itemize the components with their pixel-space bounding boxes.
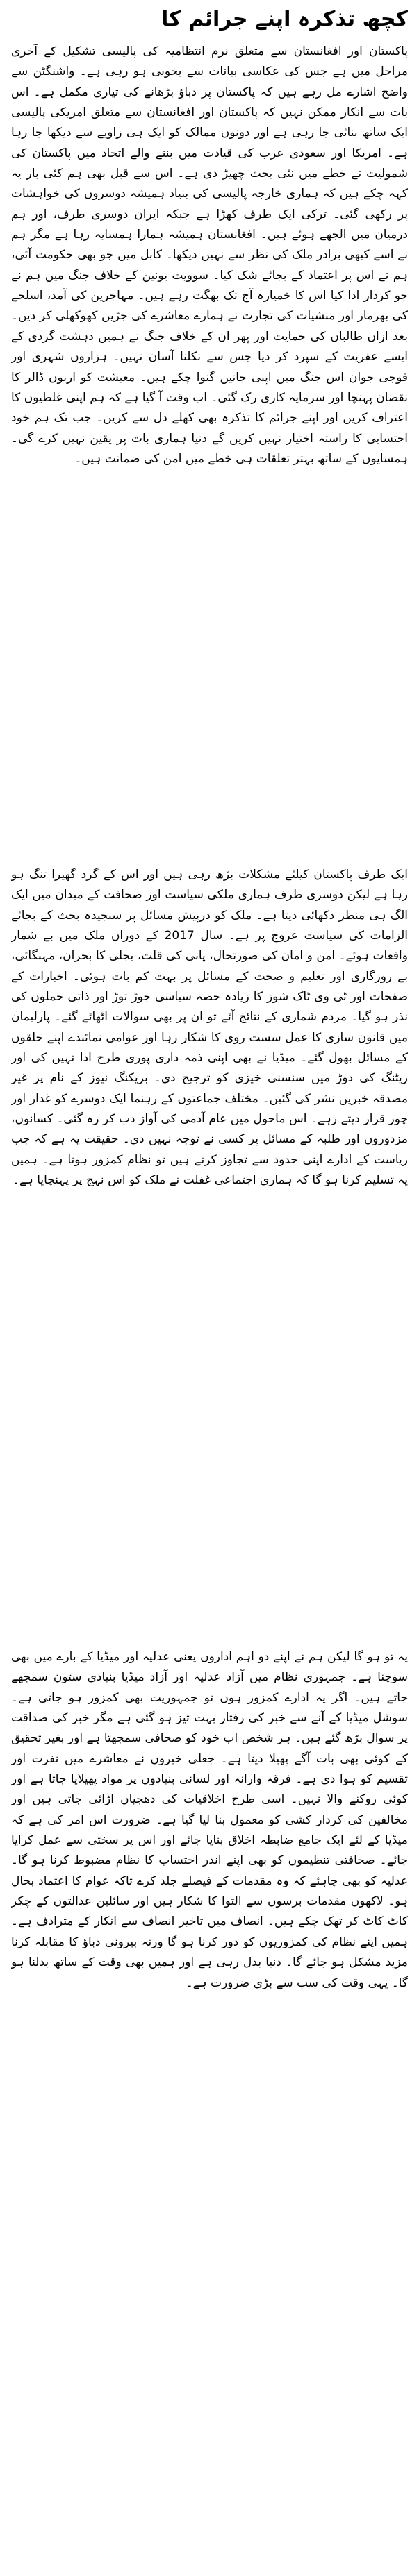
article-headline: کچھ تذکرہ اپنے جرائم کا <box>161 7 408 31</box>
article-paragraph-3: یہ تو ہو گا لیکن ہم نے اپنے دو اہم اداروں یعنی عدلیہ اور میڈیا کے بارے میں بھی سوچنا ہے۔ جمہوری نظام میں آزاد عدلیہ اور آزاد میڈیا بنیادی ستون سمجھے جاتے ہیں۔ اگر یہ ادارے کمزور ہوں تو جمہوریت بھی کمزور ہو جاتی ہے۔ سوشل میڈیا کے آنے سے خبر کی رفتار بہت تیز ہو گئی ہے مگر خبر کی صداقت پر سوال بڑھ گئے ہیں۔ ہر شخص اب خود کو صحافی سمجھتا ہے اور بغیر تحقیق کے کوئی بھی بات آگے پھیلا دیتا ہے۔ جعلی خبروں نے معاشرے میں نفرت اور تقسیم کو ہوا دی ہے۔ فرقہ وارانہ اور لسانی بنیادوں پر مواد پھیلایا جاتا ہے اور کوئی روکنے والا نہیں۔ اسی طرح اخلاقیات کی دھجیاں اڑائی جاتی ہیں اور مخالفین کی کردار کشی کو معمول بنا لیا گیا ہے۔ ضرورت اس امر کی ہے کہ میڈیا کے لئے ایک جامع ضابطہ اخلاق بنایا جائے اور اس پر سختی سے عمل کرایا جائے۔ صحافتی تنظیموں کو بھی اپنے اندر احتساب کا نظام مضبوط کرنا ہو گا۔ عدلیہ کو بھی چاہئے کہ وہ مقدمات کے فیصلے جلد کرے تاکہ عوام کا اعتماد بحال ہو۔ لاکھوں مقدمات برسوں سے التوا کا شکار ہیں اور سائلین عدالتوں کے چکر کاٹ کاٹ کر تھک چکے ہیں۔ انصاف میں تاخیر انصاف سے انکار کے مترادف ہے۔ ہمیں اپنے نظام کی کمزوریوں کو دور کرنا ہو گا ورنہ بیرونی دباؤ کا مقابلہ کرنا مزید مشکل ہو جائے گا۔ دنیا بدل رہی ہے اور ہمیں بھی وقت کے ساتھ بدلنا ہو گا۔ یہی وقت کی سب سے بڑی ضرورت ہے۔ <box>11 1650 408 1990</box>
article-paragraph-1: پاکستان اور افغانستان سے متعلق نرم انتظامیہ کی پالیسی تشکیل کے آخری مراحل میں ہے جس کی عکاسی بیانات سے بخوبی ہو رہی ہے۔ واشنگٹن سے واضح اشارے مل رہے ہیں کہ پاکستان پر دباؤ بڑھانے کی تیاری مکمل ہے۔ اس بات سے انکار ممکن نہیں کہ پاکستان اور افغانستان سے متعلق امریکی پالیسی ایک ساتھ بنائی جا رہی ہے اور دونوں ممالک کو ایک ہی زاویے سے دیکھا جا رہا ہے۔ امریکا اور سعودی عرب کی قیادت میں بننے والے اتحاد میں پاکستان کی شمولیت نے خطے میں نئی بحث چھیڑ دی ہے۔ اس سے قبل بھی ہم کئی بار یہ کہہ چکے ہیں کہ ہماری خارجہ پالیسی کی بنیاد ہمیشہ دوسروں کی خواہشات پر رکھی گئی۔ ترکی ایک طرف کھڑا ہے جبکہ ایران دوسری طرف، اور ہم درمیان میں الجھے ہوئے ہیں۔ افغانستان ہمیشہ ہمارا ہمسایہ رہا ہے مگر ہم نے اسے کبھی برادر ملک کی نظر سے نہیں دیکھا۔ کابل میں جو بھی حکومت آئی، ہم نے اس پر اعتماد کے بجائے شک کیا۔ سوویت یونین کے خلاف جنگ میں ہم نے جو کردار ادا کیا اس کا خمیازہ آج تک بھگت رہے ہیں۔ مہاجرین کی آمد، اسلحے کی بھرمار اور منشیات کی تجارت نے ہمارے معاشرے کی جڑیں کھوکھلی کر دیں۔ بعد ازاں طالبان کی حمایت اور پھر ان کے خلاف جنگ نے ہمیں دہشت گردی کے ایسے عفریت کے سپرد کر دیا جس سے نکلنا آسان نہیں۔ ہزاروں شہری اور فوجی جوان اس جنگ میں اپنی جانیں گنوا چکے ہیں۔ معیشت کو اربوں ڈالر کا نقصان پہنچا اور سرمایہ کاری رک گئی۔ اب وقت آ گیا ہے کہ ہم اپنی غلطیوں کا اعتراف کریں اور اپنے جرائم کا تذکرہ بھی کھلے دل سے کریں۔ جب تک ہم خود احتسابی کا راستہ اختیار نہیں کریں گے دنیا ہماری بات پر یقین نہیں کرے گی۔ ہمسایوں کے ساتھ بہتر تعلقات ہی خطے میں امن کی ضمانت ہیں۔ <box>11 44 408 466</box>
article-paragraph-2: ایک طرف پاکستان کیلئے مشکلات بڑھ رہی ہیں اور اس کے گرد گھیرا تنگ ہو رہا ہے لیکن دوسری طرف ہماری ملکی سیاست اور صحافت کے میدان میں ایک الگ ہی منظر دکھائی دیتا ہے۔ ملک کو درپیش مسائل پر سنجیدہ بحث کے بجائے الزامات کی سیاست عروج پر ہے۔ سال 2017 کے دوران ملک میں بے شمار واقعات ہوئے۔ امن و امان کی صورتحال، پانی کی قلت، بجلی کا بحران، مہنگائی، بے روزگاری اور تعلیم و صحت کے مسائل پر بہت کم بات ہوئی۔ اخبارات کے صفحات اور ٹی وی ٹاک شوز کا زیادہ حصہ سیاسی جوڑ توڑ اور ذاتی حملوں کی نذر ہو گیا۔ مردم شماری کے نتائج آئے تو ان پر بھی سوالات اٹھائے گئے۔ پارلیمان میں قانون سازی کا عمل سست روی کا شکار رہا اور عوامی نمائندے اپنے حلقوں کے مسائل بھول گئے۔ میڈیا نے بھی اپنی ذمہ داری پوری طرح ادا نہیں کی اور ریٹنگ کی دوڑ میں سنسنی خیزی کو ترجیح دی۔ بریکنگ نیوز کے نام پر غیر مصدقہ خبریں نشر کی گئیں۔ مختلف جماعتوں کے رہنما ایک دوسرے کو غدار اور چور قرار دیتے رہے۔ اس ماحول میں عام آدمی کی آواز دب کر رہ گئی۔ کسانوں، مزدوروں اور طلبہ کے مسائل پر کسی نے توجہ نہیں دی۔ حقیقت یہ ہے کہ جب ریاست کے ادارے اپنی حدود سے تجاوز کرتے ہیں تو نظام کمزور ہوتا ہے۔ ہمیں یہ تسلیم کرنا ہو گا کہ ہماری اجتماعی غفلت نے ملک کو اس نہج پر پہنچایا ہے۔ <box>11 868 408 1188</box>
